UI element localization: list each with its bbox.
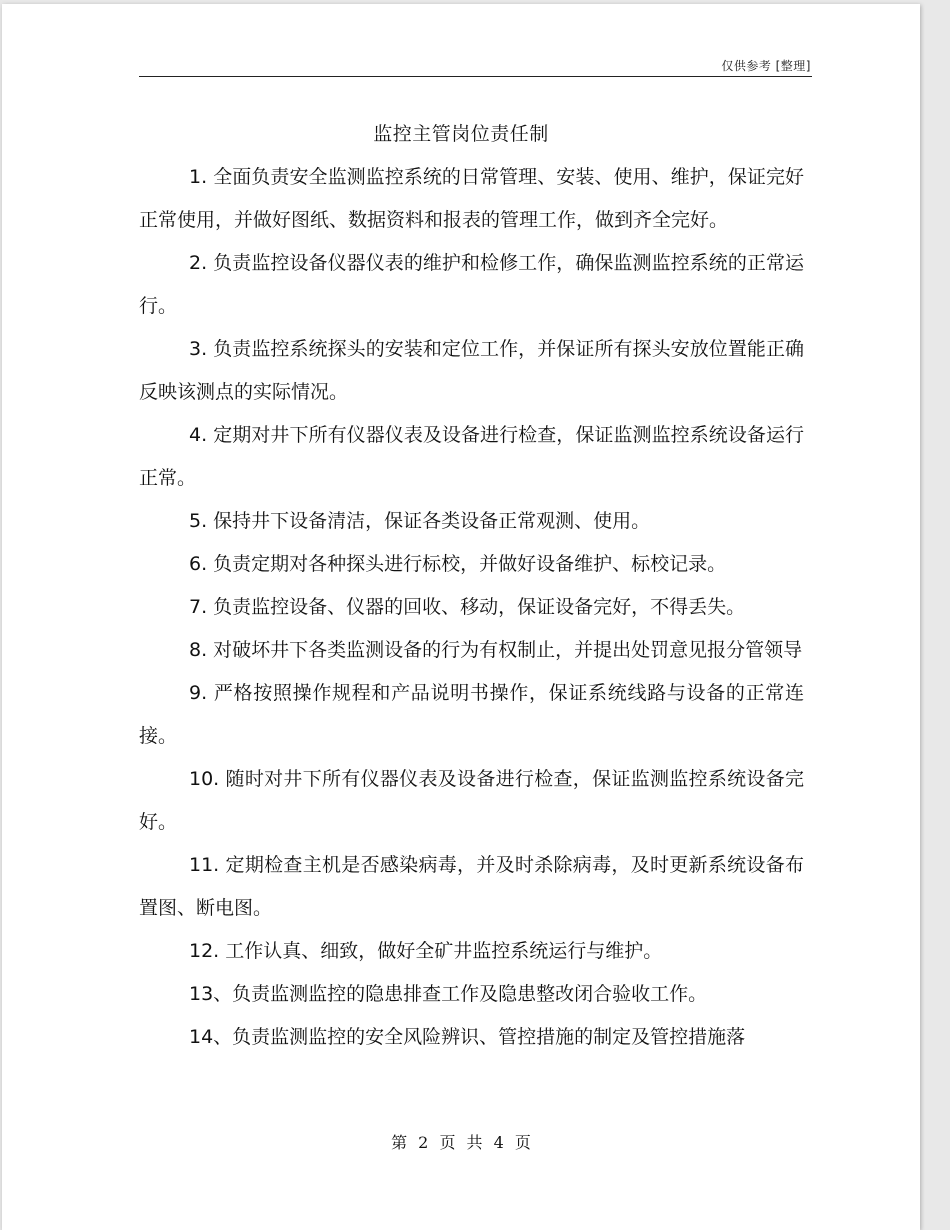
list-item: 13、负责监测监控的隐患排查工作及隐患整改闭合验收工作。 [189, 983, 708, 1005]
list-item: 3. 负责监控系统探头的安装和定位工作，并保证所有探头安放位置能正确反映该测点的实际情况。 [139, 338, 804, 403]
page-number: 第 2 页 共 4 页 [391, 1133, 531, 1152]
list-item: 4. 定期对井下所有仪器仪表及设备进行检查，保证监测监控系统设备运行正常。 [139, 424, 804, 489]
document-title: 监控主管岗位责任制 [373, 123, 549, 145]
document-body [139, 156, 804, 1059]
list-item: 9. 严格按照操作规程和产品说明书操作，保证系统线路与设备的正常连接。 [139, 682, 804, 747]
list-item: 7. 负责监控设备、仪器的回收、移动，保证设备完好，不得丢失。 [189, 596, 746, 618]
list-item: 14、负责监测监控的安全风险辨识、管控措施的制定及管控措施落 [189, 1026, 746, 1048]
list-item: 5. 保持井下设备清洁，保证各类设备正常观测、使用。 [189, 510, 651, 532]
document-page [2, 4, 920, 1230]
list-item: 12. 工作认真、细致，做好全矿井监控系统运行与维护。 [189, 940, 663, 962]
list-item: 2. 负责监控设备仪器仪表的维护和检修工作，确保监测监控系统的正常运行。 [139, 252, 804, 317]
header-note: 仅供参考 [整理] [721, 59, 811, 73]
list-item: 6. 负责定期对各种探头进行标校，并做好设备维护、标校记录。 [189, 553, 727, 575]
header-divider [139, 76, 812, 77]
list-item: 11. 定期检查主机是否感染病毒，并及时杀除病毒，及时更新系统设备布置图、断电图。 [139, 854, 804, 919]
list-item: 10. 随时对井下所有仪器仪表及设备进行检查，保证监测监控系统设备完好。 [139, 768, 804, 833]
list-item: 1. 全面负责安全监测监控系统的日常管理、安装、使用、维护，保证完好正常使用，并做好图纸、数据资料和报表的管理工作，做到齐全完好。 [139, 166, 804, 231]
list-item: 8. 对破坏井下各类监测设备的行为有权制止，并提出处罚意见报分管领导 [189, 639, 803, 661]
